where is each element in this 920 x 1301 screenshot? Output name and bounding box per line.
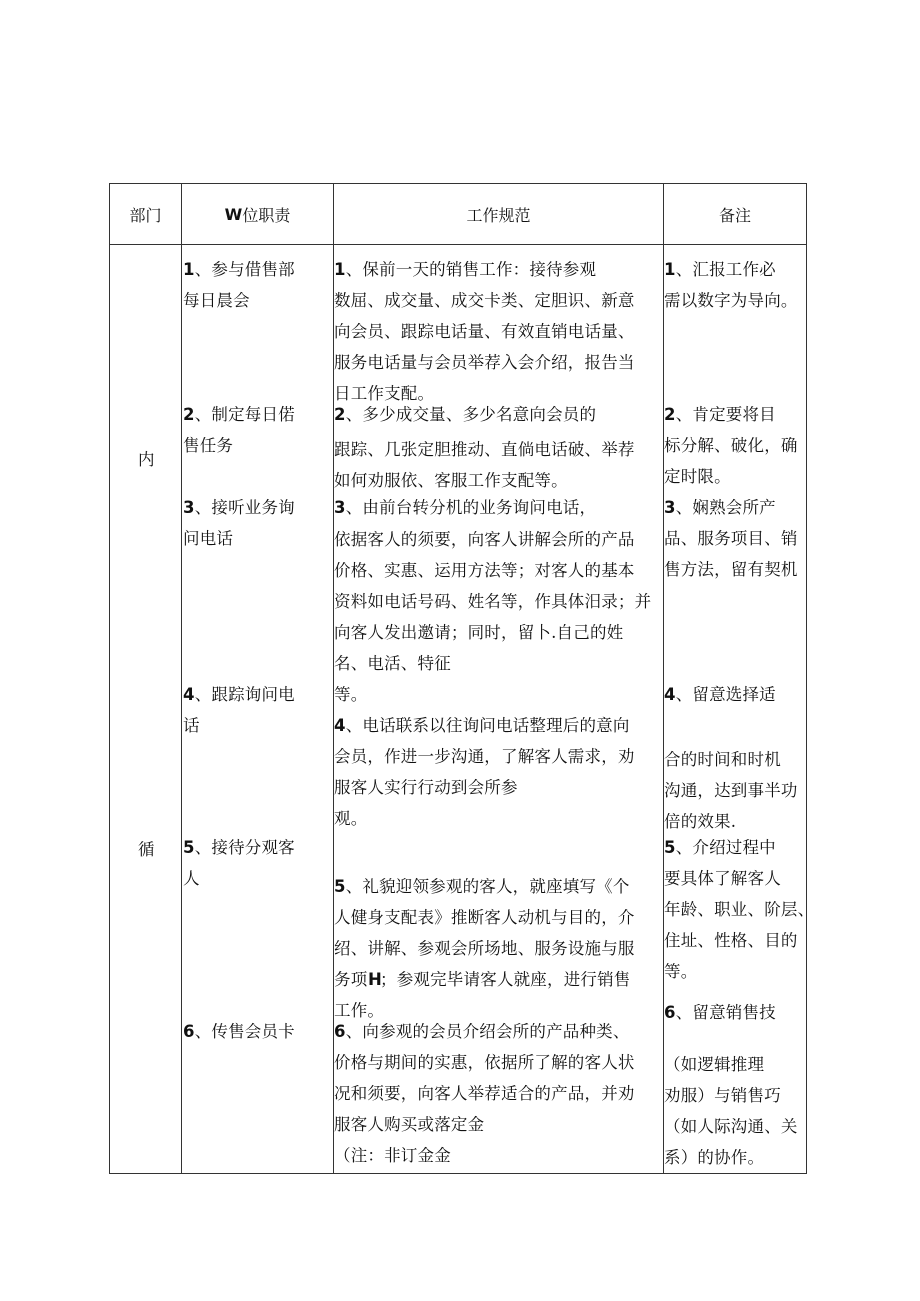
duty-text: 问电话 (183, 529, 234, 548)
note-line (664, 925, 814, 956)
note-text: 需以数字为导向。 (664, 291, 798, 310)
note-text: 、汇报工作必 (675, 260, 776, 279)
spec-text: 会员，作进一步沟通，了解客人需求，劝 (334, 747, 635, 766)
spec-number: 4 (334, 716, 346, 735)
spec-line (380, 964, 631, 995)
note-number: 3 (664, 498, 676, 517)
spec-text: H (368, 970, 383, 989)
spec-text: 、保前一天的销售工作：接待参观 (345, 260, 597, 279)
note-text: 劝服）与销售巧 (664, 1086, 781, 1105)
duty-block (183, 254, 295, 316)
note-line (664, 775, 798, 806)
spec-text: 名、电活、特征 (334, 654, 451, 673)
duty-block (183, 399, 295, 461)
note-line (664, 461, 798, 492)
spec-text: 如何劝服依、客服工作支配等。 (334, 471, 568, 490)
spec-number: 1 (334, 260, 346, 279)
spec-text: 、多少成交量、多少名意向会员的 (345, 405, 597, 424)
spec-line (334, 1140, 635, 1171)
note-text: 品、服务项目、销 (664, 529, 798, 548)
spec-line (334, 1047, 635, 1078)
note-text: 合的时间和时机 (664, 750, 781, 769)
spec-line (334, 679, 651, 710)
duty-block (183, 492, 295, 554)
spec-block (334, 1016, 635, 1171)
duty-text: 售任务 (183, 436, 234, 455)
spec-text: 服务电话量与会员举荐入会介绍，报告当 (334, 353, 635, 372)
duty-text: 、参与借售部 (194, 260, 295, 279)
spec-line (334, 434, 635, 465)
note-line (664, 1142, 798, 1173)
duty-text: 每日晨会 (183, 291, 250, 310)
note-number: 5 (664, 838, 676, 857)
note-block (664, 492, 798, 585)
note-block (664, 832, 814, 987)
spec-line (334, 617, 651, 648)
spec-block (334, 399, 596, 430)
spec-line (334, 902, 635, 933)
spec-text: 、向参观的会员介绍会所的产品种类、 (345, 1022, 630, 1041)
dept-char-1: 内 (138, 450, 155, 469)
note-line (664, 523, 798, 554)
spec-line (334, 710, 635, 741)
spec-block (334, 254, 635, 409)
spec-text: 价格与期间的实惠，依据所了解的客人状 (334, 1053, 635, 1072)
duty-text: 、接待分观客 (194, 838, 295, 857)
spec-text: 资料如电话号码、姓名等，作具体汨录；并 (334, 592, 652, 611)
spec-line (334, 648, 651, 679)
spec-text: 价格、实惠、运用方法等；对客人的基本 (334, 561, 635, 580)
duty-number: 1 (183, 260, 195, 279)
note-line (664, 1049, 798, 1080)
note-line (664, 554, 798, 585)
note-text: 、娴熟会所产 (675, 498, 776, 517)
note-text: 等。 (664, 962, 698, 981)
duty-number: 6 (183, 1022, 195, 1041)
duty-text: 、接听业务询 (194, 498, 295, 517)
note-text: 住址、性格、目的 (664, 931, 798, 950)
duty-text: 、跟踪询问电 (194, 685, 295, 704)
note-line (664, 894, 814, 925)
spec-text: 数屈、成交量、成交卡类、定胆识、新意 (334, 291, 635, 310)
duty-text: 话 (183, 716, 200, 735)
spec-text: 服客人实行行动到会所参 (334, 778, 518, 797)
spec-text: 、电话联系以往询问电话整理后的意向 (345, 716, 630, 735)
duty-number: 2 (183, 405, 195, 424)
spec-line (334, 933, 635, 964)
note-number: 6 (664, 1003, 676, 1022)
col-divider (181, 184, 182, 1173)
duty-line (183, 430, 295, 461)
note-block (664, 997, 776, 1028)
duty-line (183, 523, 295, 554)
spec-number: 3 (334, 498, 346, 517)
header-note: 备注 (718, 205, 751, 225)
note-line (664, 430, 798, 461)
note-number: 4 (664, 685, 676, 704)
duty-table (109, 183, 815, 1174)
note-line (664, 492, 798, 523)
note-text: （如逻辑推理 (664, 1055, 765, 1074)
spec-line (334, 524, 651, 555)
duty-number: 5 (183, 838, 195, 857)
spec-text: 、礼貌迎领参观的客人，就座填写《个 (345, 877, 630, 896)
spec-block (334, 492, 596, 523)
spec-text: 依据客人的须要，向客人讲解会所的产品 (334, 530, 635, 549)
spec-text: 观。 (334, 809, 368, 828)
spec-line (334, 1016, 635, 1047)
duty-number: 3 (183, 498, 195, 517)
note-number: 1 (664, 260, 676, 279)
note-text: 、介绍过程中 (675, 838, 776, 857)
spec-line (334, 1078, 635, 1109)
spec-line (334, 347, 635, 378)
note-line (664, 1080, 798, 1111)
spec-line (334, 741, 635, 772)
note-number: 2 (664, 405, 676, 424)
spec-line (334, 316, 635, 347)
spec-line (334, 254, 635, 285)
spec-text: 服客人购买或落定金 (334, 1115, 485, 1134)
spec-line (334, 803, 635, 834)
note-line (664, 997, 776, 1028)
note-text: （如人际沟通、关 (664, 1117, 798, 1136)
note-text: 定时限。 (664, 467, 731, 486)
duty-line (183, 679, 295, 710)
duty-block (183, 832, 295, 894)
spec-text: 向会员、跟踪电话量、有效直销电话量、 (334, 322, 635, 341)
spec-line (334, 772, 635, 803)
duty-text: 、制定每日偌 (194, 405, 295, 424)
spec-text: 务项 (334, 970, 368, 989)
note-block (664, 679, 776, 710)
duty-block (183, 1016, 295, 1047)
note-line (664, 956, 814, 987)
header-duty-label: 位职责 (242, 205, 291, 225)
duty-line (183, 863, 295, 894)
duty-line (183, 492, 295, 523)
note-text: 售方法，留有契机 (664, 560, 798, 579)
note-text: 沟通，达到事半功 (664, 781, 798, 800)
spec-line (334, 1109, 635, 1140)
note-line (664, 832, 814, 863)
spec-line (334, 586, 651, 617)
duty-line (183, 1016, 295, 1047)
note-line (664, 399, 798, 430)
note-line (664, 285, 798, 316)
duty-line (183, 710, 295, 741)
note-text: 、留意销售技 (675, 1003, 776, 1022)
duty-text: 、传售会员卡 (194, 1022, 295, 1041)
header-divider (110, 244, 806, 245)
duty-block (183, 679, 295, 741)
spec-text: 工作。 (334, 1001, 385, 1020)
duty-number: 4 (183, 685, 195, 704)
spec-line (334, 399, 596, 430)
header-duty-prefix: W (224, 204, 243, 224)
note-line (664, 254, 798, 285)
note-text: 标分解、破化，确 (664, 436, 798, 455)
spec-number: 5 (334, 877, 346, 896)
spec-line (334, 555, 651, 586)
note-text: 倍的效果. (664, 812, 737, 831)
spec-line (334, 492, 596, 523)
spec-block (334, 434, 635, 496)
spec-line (334, 871, 635, 902)
spec-text: 、由前台转分机的业务询问电话， (345, 498, 597, 517)
note-line (664, 744, 798, 775)
note-block (664, 744, 798, 837)
note-text: 要具体了解客人 (664, 869, 781, 888)
note-text: 年龄、职业、阶层、 (664, 900, 815, 919)
spec-text: 况和须要，向客人举荐适合的产品，并劝 (334, 1084, 635, 1103)
spec-text: （注：非订金金 (334, 1146, 451, 1165)
note-line (664, 863, 814, 894)
spec-number: 6 (334, 1022, 346, 1041)
note-block (664, 399, 798, 492)
note-line (664, 1111, 798, 1142)
note-text: 、留意选择适 (675, 685, 776, 704)
note-block (664, 254, 798, 316)
spec-block (334, 710, 635, 834)
header-dept: 部门 (129, 205, 162, 225)
duty-line (183, 254, 295, 285)
note-block (664, 1049, 798, 1173)
spec-line (334, 285, 635, 316)
duty-line (183, 399, 295, 430)
note-text: 、肯定要将目 (675, 405, 776, 424)
spec-text: 绍、讲解、参观会所场地、服务设施与服 (334, 939, 635, 958)
spec-text: 跟踪、几张定胆推动、直倘电话破、举荐 (334, 440, 635, 459)
note-text: 系）的协作。 (664, 1148, 765, 1167)
header-spec: 工作规范 (466, 205, 531, 225)
dept-char-2: 循 (138, 840, 155, 859)
spec-text: 日工作支配。 (334, 384, 435, 403)
duty-line (183, 285, 295, 316)
spec-block (334, 524, 651, 710)
spec-text: 向客人发出邀请；同时，留卜.自己的姓 (334, 623, 624, 642)
spec-text: ；参观完毕请客人就座，进行销售 (380, 970, 631, 989)
spec-text: 等。 (334, 685, 368, 704)
header-duty (182, 184, 333, 244)
duty-text: 人 (183, 869, 200, 888)
duty-line (183, 832, 295, 863)
spec-text: 人健身支配表》推断客人动机与目的，介 (334, 908, 635, 927)
spec-number: 2 (334, 405, 346, 424)
note-line (664, 679, 776, 710)
